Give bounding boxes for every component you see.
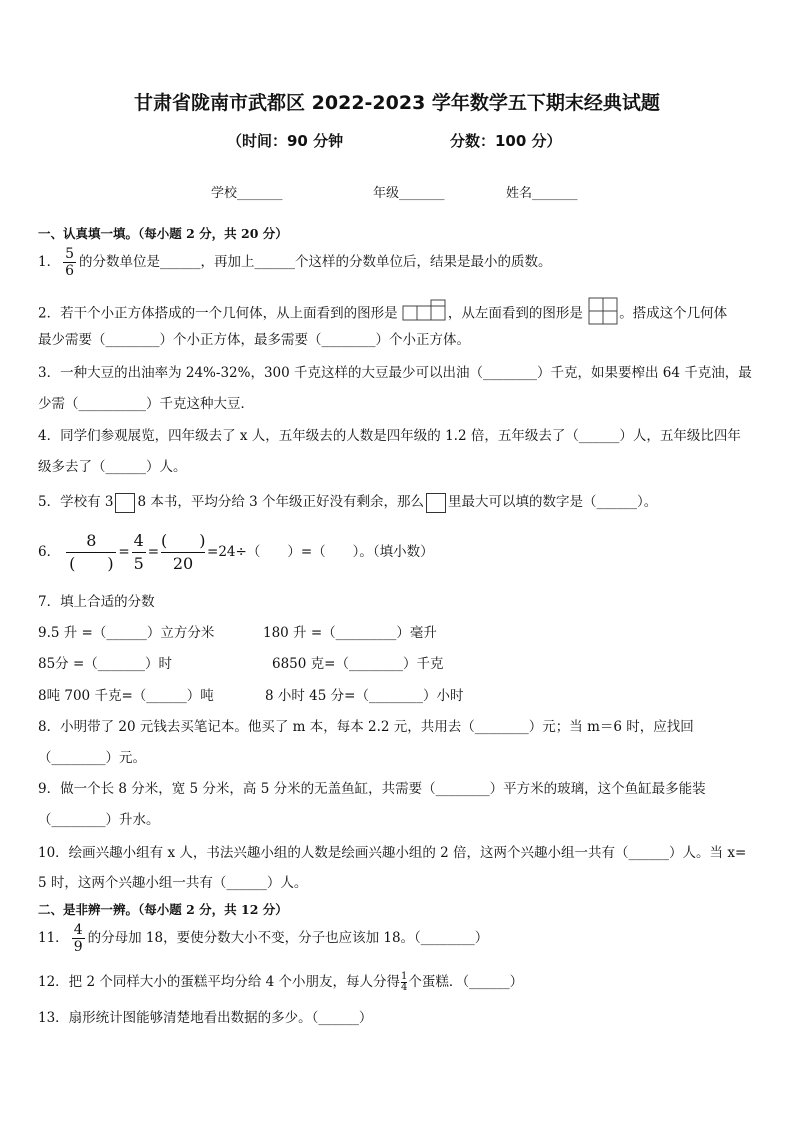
question-10: 10．绘画兴趣小组有 x 人，书法兴趣小组的人数是绘画兴趣小组的 2 倍，这两个兴趣小组一共有（______）人。当 x= [38, 845, 747, 861]
fraction-5-6: $\frac{5}{6}$ [65, 246, 75, 279]
exam-score: 分数：100 分） [450, 132, 562, 150]
question-3-line-2: 少需（__________）千克这种大豆． [38, 396, 254, 412]
school-field: 学校_______ [211, 186, 283, 201]
question-10-line-2: 5 时，这两个兴趣小组一共有（______）人。 [38, 875, 308, 891]
page-title: 甘肃省陇南市武都区 2022-2023 学年数学五下期末经典试题 [134, 92, 660, 114]
question-13: 13．扇形统计图能够清楚地看出数据的多少。（______） [38, 1010, 373, 1026]
fraction-4-9: $\frac{4}{9}$ [73, 922, 83, 955]
exam-time: （时间：90 分钟 [227, 132, 344, 150]
q7-item-2: 180 升 =（_________）毫升 [263, 625, 437, 641]
question-3: 3．一种大豆的出油率为 24%-32%，300 千克这样的大豆最少可以出油（________）千克，如果要榨出 64 千克油，最 [38, 365, 752, 381]
question-1: 1． $\frac{5}{6}$ 的分数单位是______，再加上______个这样的分数单位后，结果是最小的质数。 [38, 246, 552, 279]
question-11: 11． $\frac{4}{9}$ 的分母加 18，要使分数大小不变，分子也应该加 18。（________） [38, 922, 489, 955]
q7-item-6: 8 小时 45 分=（________）小时 [265, 688, 464, 704]
question-9: 9．做一个长 8 分米，宽 5 分米，高 5 分米的无盖鱼缸，共需要（________）平方米的玻璃，这个鱼缸最多能装 [38, 781, 706, 797]
question-12: 12．把 2 个同样大小的蛋糕平均分给 4 个小朋友，每人分得 $\frac{1}{4}$ 个蛋糕．（______） [38, 971, 524, 993]
question-5: 5．学校有 3 8 本书，平均分给 3 个年级正好没有剩余，那么 里最大可以填的数字是（______）。 [38, 492, 657, 513]
question-9-line-2: （________）升水。 [38, 812, 160, 828]
left-view-figure [587, 296, 619, 332]
q7-item-1: 9.5 升 =（______）立方分米 [38, 625, 215, 641]
section-2-heading: 二、是非辨一辨。（每小题 2 分，共 12 分） [38, 902, 288, 917]
question-6: 6． 8 ( ) = $\frac{4}{5}$ = ( ) 20 =24÷（ ）=（ ）。（填小数） [38, 531, 434, 573]
question-4: 4．同学们参观展览，四年级去了 x 人，五年级去的人数是四年级的 1.2 倍，五年级去了（______）人，五年级比四年 [38, 428, 741, 444]
question-8: 8．小明带了 20 元钱去买笔记本。他买了 m 本，每本 2.2 元，共用去（________）元；当 m＝6 时，应找回 [38, 719, 694, 735]
fraction-1-4: $\frac{1}{4}$ [401, 971, 408, 993]
section-1-heading: 一、认真填一填。（每小题 2 分，共 20 分） [38, 226, 288, 241]
grade-field: 年级_______ [373, 186, 445, 201]
top-view-figure [402, 299, 448, 329]
q7-item-4: 6850 克=（________）千克 [272, 656, 444, 672]
question-2-line-2: 最少需要（________）个小正方体，最多需要（________）个小正方体。 [38, 332, 470, 348]
question-8-line-2: （________）元。 [38, 750, 146, 766]
blank-digit-box-2 [426, 493, 446, 513]
name-field: 姓名_______ [506, 186, 578, 201]
q7-item-5: 8吨 700 千克=（______）吨 [38, 688, 214, 704]
question-2: 2．若干个小正方体搭成的一个几何体，从上面看到的图形是 ，从左面看到的图形是 。搭成这个几何体 [38, 296, 727, 332]
q7-item-3: 85分 =（_______）时 [38, 656, 173, 672]
question-4-line-2: 级多去了（______）人。 [38, 459, 187, 475]
question-7-heading: 7．填上合适的分数 [38, 594, 155, 610]
blank-digit-box [115, 493, 135, 513]
